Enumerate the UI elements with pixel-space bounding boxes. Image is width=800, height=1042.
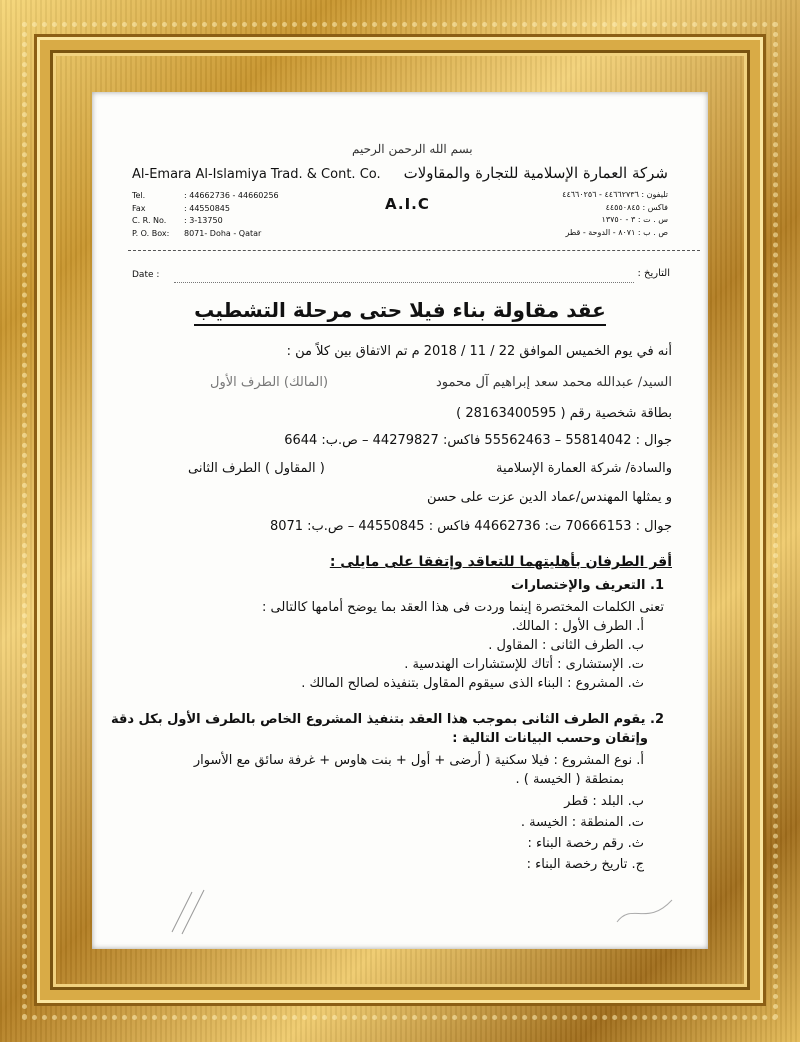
party2-role: ( المقاول ) الطرف الثانى	[188, 461, 325, 476]
signature-scribble-right	[612, 892, 682, 932]
contact-label: C. R. No.	[132, 216, 167, 225]
contact-value: : 44550845	[184, 203, 230, 213]
party1-id: بطاقة شخصية رقم ( 28163400595 )	[456, 406, 672, 421]
contact-value: 8071- Doha - Qatar	[184, 228, 262, 238]
section1-item: ب. الطرف الثانى : المقاول .	[488, 638, 644, 653]
contact-ar-line: ص . ب : ٨٠٧١ - الدوحة - قطر	[565, 227, 668, 237]
contract-title	[92, 298, 708, 322]
company-name-arabic: شركة العمارة الإسلامية للتجارة والمقاولات	[403, 164, 668, 182]
contact-value: : 3-13750	[184, 216, 223, 225]
section1-item: أ. الطرف الأول : المالك.	[511, 619, 644, 634]
contact-label: Tel.	[132, 191, 146, 200]
contact-tel	[132, 190, 279, 203]
party1-contact: جوال : 55814042 – 55562463 فاكس: 44279827 – ص.ب: 6644	[284, 433, 672, 448]
agreement-heading: أقر الطرفان بأهليتهما للتعاقد وإتفقا على مايلى :	[329, 554, 672, 570]
contract-title-text: عقد مقاولة بناء فيلا حتى مرحلة التشطيب	[194, 298, 606, 326]
section2-item: ج. تاريخ رخصة البناء :	[526, 857, 644, 872]
signature-scribble-left	[162, 882, 242, 942]
contact-info-english	[132, 190, 279, 240]
contact-ar-line: س . ت : ٣ - ١٣٧٥٠	[601, 215, 668, 224]
contract-document-page	[92, 92, 708, 949]
section2-item: بمنطقة ( الخيسة ) .	[515, 772, 624, 787]
date-label-english: Date :	[132, 270, 160, 280]
contact-info-arabic	[562, 189, 668, 239]
bismillah-calligraphy: بسم الله الرحمن الرحيم	[352, 142, 473, 156]
section1-title: 1. التعريف والإختصارات	[510, 578, 664, 593]
section1-lead: تعنى الكلمات المختصرة إينما وردت فى هذا العقد بما يوضح أمامها كالتالى :	[262, 600, 664, 615]
intro-line: أنه في يوم الخميس الموافق 22 / 11 / 2018 م تم الاتفاق بين كلاً من :	[286, 344, 672, 359]
party2-contact: جوال : 70666153 ت: 44662736 فاكس : 44550845 – ص.ب: 8071	[269, 519, 672, 534]
date-dotted-line	[174, 282, 634, 283]
header-divider	[128, 250, 700, 251]
contact-cr	[132, 215, 279, 228]
party2-representative: و يمثلها المهندس/عماد الدين عزت على حسن	[427, 490, 672, 505]
section1-item: ث. المشروع : البناء الذى سيقوم المقاول بتنفيذه لصالح المالك .	[301, 676, 644, 691]
date-label-arabic: التاريخ :	[637, 268, 670, 279]
contact-fax	[132, 203, 279, 216]
section1-item: ت. الإستشارى : أتاك للإستشارات الهندسية .	[404, 657, 644, 672]
party2-name: والسادة/ شركة العمارة الإسلامية	[496, 461, 672, 476]
section2-item: ب. البلد : قطر	[564, 794, 644, 809]
company-name-english: Al-Emara Al-Islamiya Trad. & Cont. Co.	[132, 167, 381, 182]
contact-value: : 44662736 - 44660256	[184, 191, 279, 200]
party1-role: (المالك) الطرف الأول	[210, 375, 329, 390]
section2-title-line1: 2. يقوم الطرف الثانى بموجب هذا العقد بتنفيذ المشروع الخاص بالطرف الأول بكل دقة	[110, 712, 664, 727]
contact-ar-line: فاكس : ٤٤٥٥٠٨٤٥	[605, 202, 668, 212]
aic-logo-text: A.I.C	[385, 195, 430, 213]
party1-name: السيد/ عبدالله محمد سعد إبراهيم آل محمود	[436, 375, 672, 390]
section2-item: ث. رقم رخصة البناء :	[527, 836, 644, 851]
contact-ar-line: تليفون : ٤٤٦٦٢٧٣٦ - ٤٤٦٦٠٢٥٦	[562, 190, 668, 199]
section2-item: أ. نوع المشروع : فيلا سكنية ( أرضى + أول + بنت هاوس + غرفة سائق مع الأسوار	[193, 753, 644, 768]
section2-item: ت. المنطقة : الخيسة .	[520, 815, 644, 830]
contact-pobox	[132, 228, 279, 241]
contact-label: Fax	[132, 203, 146, 213]
contact-label: P. O. Box:	[132, 228, 170, 238]
section2-title-line2: وإتقان وحسب البيانات التالية :	[452, 731, 648, 746]
